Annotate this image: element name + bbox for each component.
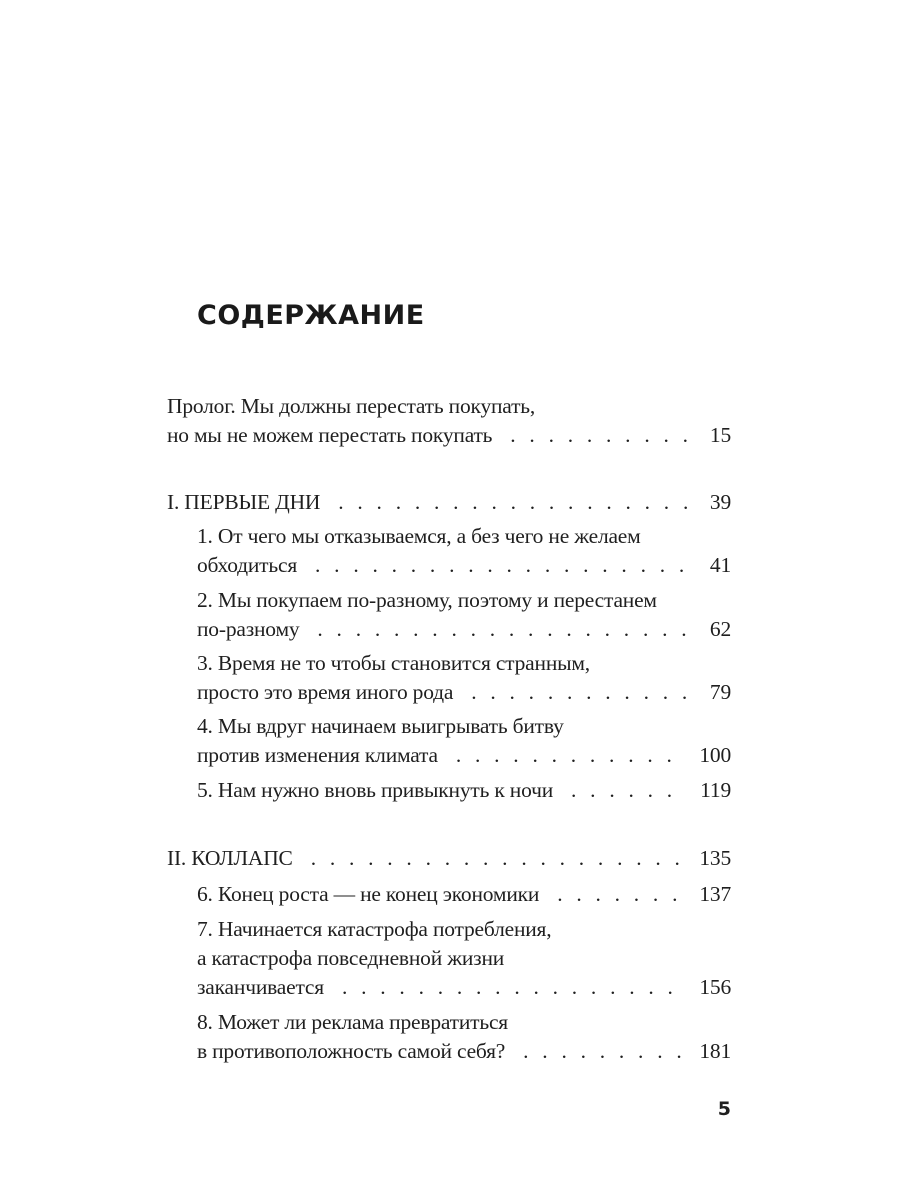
toc-entry-line: 1. От чего мы отказываемся, а без чего не желаем bbox=[197, 524, 641, 548]
toc-entry-last-line bbox=[167, 488, 731, 517]
toc-page-number: 79 bbox=[709, 680, 731, 704]
toc-entry-last-line bbox=[197, 551, 731, 580]
toc-entry[interactable] bbox=[197, 712, 731, 770]
toc-entry-title: II. КОЛЛАПС bbox=[167, 846, 293, 870]
toc-page-number: 100 bbox=[699, 743, 731, 767]
toc-entry-title: просто это время иного рода bbox=[197, 680, 454, 704]
toc-entry[interactable] bbox=[197, 586, 731, 644]
toc-entry-last-line bbox=[197, 776, 731, 805]
toc-entry[interactable] bbox=[197, 880, 731, 909]
toc-entry-last-line bbox=[197, 1037, 731, 1066]
toc-entry-line: а катастрофа повседневной жизни bbox=[197, 946, 505, 970]
toc-entry-last-line bbox=[167, 844, 731, 873]
toc-entry[interactable] bbox=[197, 776, 731, 805]
dot-leader bbox=[311, 844, 684, 873]
dot-leader bbox=[557, 880, 683, 909]
toc-entry-line: 3. Время не то чтобы становится странным, bbox=[197, 651, 590, 675]
toc-page-number: 15 bbox=[709, 423, 731, 447]
toc-entry[interactable] bbox=[197, 522, 731, 580]
toc-page-number: 62 bbox=[709, 617, 731, 641]
toc-entry[interactable] bbox=[197, 1008, 731, 1066]
toc-entry-last-line bbox=[167, 421, 731, 450]
dot-leader bbox=[317, 615, 693, 644]
toc-page-number: 135 bbox=[699, 846, 731, 870]
dot-leader bbox=[315, 551, 694, 580]
dot-leader bbox=[342, 973, 683, 1002]
toc-entry-title: обходиться bbox=[197, 553, 298, 577]
dot-leader bbox=[471, 678, 694, 707]
toc-entry-last-line bbox=[197, 678, 731, 707]
toc-entry[interactable] bbox=[167, 844, 731, 873]
dot-leader bbox=[571, 776, 684, 805]
dot-leader bbox=[510, 421, 694, 450]
toc-entry-title: против изменения климата bbox=[197, 743, 438, 767]
toc-entry[interactable] bbox=[167, 488, 731, 517]
toc-entry[interactable] bbox=[167, 392, 731, 450]
dot-leader bbox=[523, 1037, 683, 1066]
dot-leader bbox=[456, 741, 683, 770]
toc-entry-title: 6. Конец роста — не конец экономики bbox=[197, 882, 540, 906]
page-number: 5 bbox=[717, 1098, 731, 1120]
toc-page-number: 41 bbox=[709, 553, 731, 577]
toc-entry-last-line bbox=[197, 615, 731, 644]
toc-entry-title: но мы не можем перестать покупать bbox=[167, 423, 493, 447]
toc-entry-last-line bbox=[197, 741, 731, 770]
toc-page-number: 137 bbox=[699, 882, 731, 906]
toc-entry-last-line bbox=[197, 880, 731, 909]
toc-entry-line: 4. Мы вдруг начинаем выигрывать битву bbox=[197, 714, 564, 738]
toc-entry-line: 2. Мы покупаем по-разному, поэтому и перестанем bbox=[197, 588, 657, 612]
toc-entry[interactable] bbox=[197, 649, 731, 707]
toc-entry-title: в противоположность самой себя? bbox=[197, 1039, 506, 1063]
toc-entry-title: заканчивается bbox=[197, 975, 324, 999]
toc-entry-title: 5. Нам нужно вновь привыкнуть к ночи bbox=[197, 778, 554, 802]
toc-page-number: 181 bbox=[699, 1039, 731, 1063]
toc-entry-title: I. ПЕРВЫЕ ДНИ bbox=[167, 490, 321, 514]
toc-entry-title: по-разному bbox=[197, 617, 300, 641]
toc-page-number: 156 bbox=[699, 975, 731, 999]
dot-leader bbox=[338, 488, 694, 517]
toc-page-number: 119 bbox=[700, 778, 731, 802]
toc-entry-line: 8. Может ли реклама превратиться bbox=[197, 1010, 508, 1034]
page-title: СОДЕРЖАНИЕ bbox=[197, 300, 425, 331]
toc-entry-line: 7. Начинается катастрофа потребления, bbox=[197, 917, 552, 941]
toc-page-number: 39 bbox=[709, 490, 731, 514]
toc-entry[interactable] bbox=[197, 915, 731, 1002]
toc-entry-last-line bbox=[197, 973, 731, 1002]
toc-entry-line: Пролог. Мы должны перестать покупать, bbox=[167, 394, 536, 418]
